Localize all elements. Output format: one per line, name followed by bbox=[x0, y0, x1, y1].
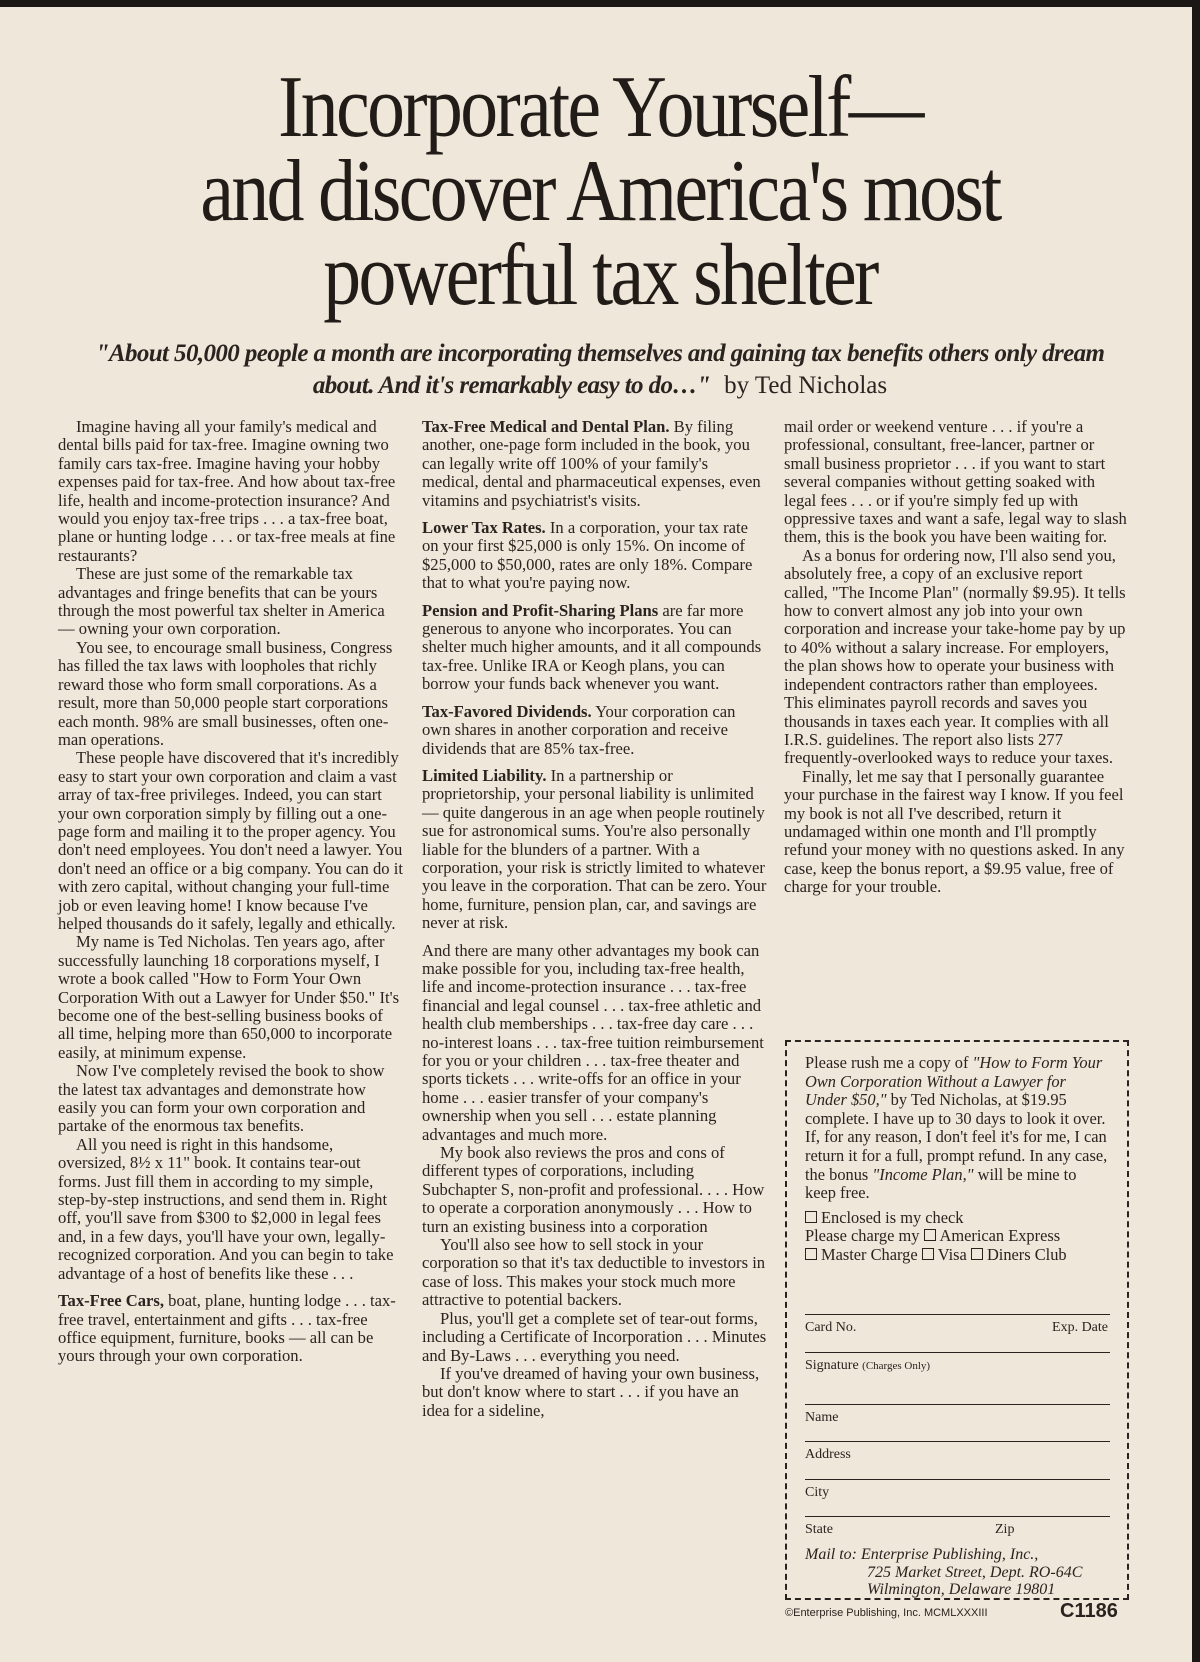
headline bbox=[84, 59, 1116, 324]
col1-paragraph-8 bbox=[58, 1292, 403, 1366]
lower-tax-body: In a corporation, your tax rate on your first $25,000 is only 15%. On income of $25,000 to $50,000, rates are only 18%. Compare that to what you're paying now. bbox=[422, 518, 753, 593]
zip-label: Zip bbox=[995, 1522, 1015, 1537]
col2-medical-plan bbox=[422, 418, 767, 510]
tax-free-cars-body: boat, plane, hunting lodge . . . tax-free travel, entertainment and gifts . . . tax-free office equipment, furniture, books — all can be yours through your own corporation. bbox=[58, 1291, 396, 1366]
col2-pension bbox=[422, 602, 767, 694]
medical-plan-body: By filing another, one-page form included in the book, you can legally write off 100% of your family's medical, dental and pharmaceutical expenses, even vitamins and psychiatrist's visits. bbox=[422, 417, 761, 510]
exp-date-label: Exp. Date bbox=[1052, 1320, 1108, 1335]
col2-lower-tax bbox=[422, 519, 767, 593]
liability-body: In a partnership or proprietorship, your personal liability is unlimited — quite dangerous in an age when people routinely sue for astronomical sums. You're also personally liable for the blunders of a partner. With a corporation, your risk is strictly limited to whatever you leave in the corporation. That can be zero. Your home, furniture, pension plan, car, and savings are never at risk. bbox=[422, 765, 767, 933]
checkbox-icon[interactable] bbox=[805, 1211, 817, 1223]
name-field[interactable] bbox=[805, 1404, 1110, 1438]
col2-paragraph-7: My book also reviews the pros and cons of different types of corporations, including Subchapter S, non-profit and professional. . . . How to operate a corporation anonymously . . . How to turn an existing business into a corporation bbox=[422, 1143, 765, 1236]
headline-line-3: powerful tax shelter bbox=[323, 227, 877, 324]
coupon-text-c: will be mine to keep free. bbox=[805, 1164, 1077, 1203]
address-label: Address bbox=[805, 1447, 851, 1462]
mail-line-1: Mail to: Enterprise Publishing, Inc., bbox=[805, 1546, 1039, 1563]
pension-heading: Pension and Profit-Sharing Plans bbox=[422, 600, 659, 620]
col2-liability bbox=[422, 767, 767, 933]
coupon-text bbox=[805, 1054, 1110, 1203]
address-field[interactable] bbox=[805, 1441, 1110, 1475]
checkbox-icon[interactable] bbox=[805, 1248, 817, 1260]
mailing-address bbox=[805, 1546, 1110, 1599]
checkbox-icon[interactable] bbox=[924, 1229, 936, 1241]
column-3 bbox=[784, 418, 1129, 897]
card-number-label: Card No. bbox=[805, 1320, 857, 1335]
coupon-body bbox=[805, 1054, 1110, 1265]
medical-plan-heading: Tax-Free Medical and Dental Plan. bbox=[422, 417, 670, 436]
mail-line-3: Wilmington, Delaware 19801 bbox=[867, 1581, 1056, 1598]
liability-heading: Limited Liability. bbox=[422, 765, 547, 785]
dividends-body: Your corporation can own shares in another corporation and receive dividends that are 85% tax-free. bbox=[422, 701, 736, 758]
copyright-notice: ©Enterprise Publishing, Inc. MCMLXXXIII bbox=[785, 1607, 988, 1619]
col1-paragraph-4: These people have discovered that it's incredibly easy to start your own corporation and claim a vast array of tax-free privileges. Indeed, you can start your own corporation simply by filling out a one-page form and mailing it to the proper agency. You don't need employees. You don't need a lawyer. You don't need an office or a big company. You can do it with zero capital, without changing your full-time job or even leaving home! I know because I've helped thousands do it safely, legally and ethically. bbox=[58, 748, 403, 933]
subheadline bbox=[70, 338, 1130, 402]
coupon-book-title: "How to Form Your Own Corporation Without a Lawyer for Under $50," bbox=[805, 1053, 1103, 1110]
coupon-bonus-title: "Income Plan," bbox=[872, 1164, 974, 1184]
enclosed-check-option[interactable] bbox=[805, 1209, 1110, 1228]
city-label: City bbox=[805, 1485, 830, 1500]
col2-dividends bbox=[422, 703, 767, 758]
amex-label: American Express bbox=[939, 1226, 1061, 1246]
diners-club-label: Diners Club bbox=[986, 1244, 1067, 1264]
col2-paragraph-9: Plus, you'll get a complete set of tear-out forms, including a Certificate of Incorporation . . . Minutes and By-Laws . . . everything you need. bbox=[422, 1308, 767, 1365]
checkbox-icon[interactable] bbox=[971, 1248, 983, 1260]
enclosed-check-label: Enclosed is my check bbox=[821, 1207, 964, 1227]
master-charge-label: Master Charge bbox=[821, 1244, 918, 1264]
visa-label: Visa bbox=[937, 1244, 967, 1264]
col2-paragraph-10: If you've dreamed of having your own business, but don't know where to start . . . if you have an idea for a sideline, bbox=[422, 1363, 760, 1420]
col2-paragraph-8: You'll also see how to sell stock in your corporation so that it's tax deductible to investors in case of loss. This makes your stock much more attractive to potential backers. bbox=[422, 1235, 766, 1310]
order-coupon bbox=[785, 1040, 1129, 1600]
signature-field[interactable] bbox=[805, 1352, 1110, 1386]
col2-paragraph-6: And there are many other advantages my book can make possible for you, including tax-free health, life and income-protection insurance . . . tax-free financial and legal counsel . . . tax-free athletic and health club memberships . . . tax-free day care . . . no-interest loans . . . tax-free tuition reimbursement for you or your children . . . tax-free theater and sports tickets . . . write-offs for an office in your home . . . easier transfer of your company's ownership when you sell . . . estate planning advantages and much more. bbox=[422, 940, 764, 1144]
city-field[interactable] bbox=[805, 1479, 1110, 1513]
col3-paragraph-3: Finally, let me say that I personally guarantee your purchase in the fairest way I know. If you feel my book is not all I've described, return it undamaged within one month and I'll promptly refund your money with no questions asked. In any case, keep the bonus report, a $9.95 value, free of charge for your trouble. bbox=[784, 766, 1125, 897]
subhead-quote: "About 50,000 people a month are incorporating themselves and gaining tax benefits others only dream about. And it's remarkably easy to do…" bbox=[95, 340, 1105, 399]
coupon-text-a: Please rush me a copy of bbox=[805, 1053, 973, 1072]
state-label: State bbox=[805, 1522, 833, 1537]
column-1 bbox=[58, 418, 403, 1366]
tax-free-cars-heading: Tax-Free Cars, bbox=[58, 1291, 164, 1311]
headline-line-2: and discover America's most bbox=[200, 143, 1000, 240]
name-label: Name bbox=[805, 1410, 839, 1425]
dividends-heading: Tax-Favored Dividends. bbox=[422, 701, 592, 721]
mail-line-2: 725 Market Street, Dept. RO-64C bbox=[867, 1563, 1083, 1581]
card-number-field[interactable] bbox=[805, 1314, 1110, 1348]
lower-tax-heading: Lower Tax Rates. bbox=[422, 518, 546, 538]
column-2 bbox=[422, 418, 767, 1420]
right-border bbox=[1192, 0, 1200, 1662]
charge-options-row-1 bbox=[805, 1227, 1110, 1246]
ad-code: C1186 bbox=[1060, 1600, 1118, 1622]
pension-body: are far more generous to anyone who incorporates. You can shelter much higher amounts, and it all compounds tax-free. Unlike IRA or Keogh plans, you can borrow your funds back whenever you want. bbox=[422, 600, 762, 694]
charge-options-row-2 bbox=[805, 1246, 1110, 1265]
col1-paragraph-6: Now I've completely revised the book to show the latest tax advantages and demonstrate how easily you can form your own corporation and partake of the enormous tax benefits. bbox=[58, 1061, 385, 1136]
col1-paragraph-5: My name is Ted Nicholas. Ten years ago, after successfully launching 18 corporations myself, I wrote a book called "How to Form Your Own Corporation With out a Lawyer for Under $50." It's become one of the best-selling business books of all time, helping more than 650,000 to incorporate easily, at minimum expense. bbox=[58, 932, 400, 1062]
coupon-text-b: by Ted Nicholas, at $19.95 complete. I have up to 30 days to look it over. If, for any reason, I don't feel it's for me, I can return it for a full, prompt refund. In any case, the bonus bbox=[805, 1090, 1108, 1184]
checkbox-icon[interactable] bbox=[922, 1248, 934, 1260]
col1-paragraph-2: These are just some of the remarkable tax advantages and fringe benefits that can be yours through the most powerful tax shelter in America — owning your own corporation. bbox=[58, 564, 385, 639]
charges-only-note: (Charges Only) bbox=[862, 1360, 931, 1372]
charge-label: Please charge my bbox=[805, 1226, 920, 1246]
state-zip-field[interactable] bbox=[805, 1516, 1110, 1550]
col3-paragraph-2: As a bonus for ordering now, I'll also send you, absolutely free, a copy of an exclusive report called, "The Income Plan" (normally $9.95). It tells how to convert almost any job into your own corporation and increase your take-home pay by up to 40% without a salary increase. For employers, the plan shows how to operate your business with independent contractors rather than employees. This eliminates payroll records and saves you thousands in taxes each year. It complies with all I.R.S. guidelines. The report also lists 277 frequently-overlooked ways to reduce your taxes. bbox=[784, 545, 1126, 768]
col1-paragraph-7: All you need is right in this handsome, oversized, 8½ x 11" book. It contains tear-out forms. Just fill them in according to my simple, step-by-step instructions, and send them in. Right off, you'll save from $300 to $2,000 in legal fees and, in a few days, you'll have your own, legally-recognized corporation. And you can begin to take advantage of a host of benefits like these . . . bbox=[58, 1134, 394, 1283]
top-border bbox=[0, 0, 1200, 7]
signature-label: Signature bbox=[805, 1358, 859, 1373]
col3-paragraph-1: mail order or weekend venture . . . if you're a professional, consultant, free-lancer, partner or small business proprietor . . . if you want to start several companies without getting soaked with legal fees . . . or if you're simply fed up with oppressive taxes and want a safe, legal way to slash them, this is the book you have been waiting for. bbox=[784, 417, 1127, 547]
byline: by Ted Nicholas bbox=[724, 372, 888, 399]
headline-line-1: Incorporate Yourself— bbox=[278, 59, 922, 156]
col1-paragraph-3: You see, to encourage small business, Congress has filled the tax laws with loopholes that richly reward those who form small corporations. As a result, more than 50,000 people start corporations each month. 98% are small businesses, often one-man operations. bbox=[58, 637, 393, 749]
col1-paragraph-1: Imagine having all your family's medical and dental bills paid for tax-free. Imagine owning two family cars tax-free. Imagine having your hobby expenses paid for tax-free. And how about tax-free life, health and income-protection insurance? And would you enjoy tax-free trips . . . a tax-free boat, plane or hunting lodge . . . or tax-free meals at fine restaurants? bbox=[58, 417, 396, 565]
